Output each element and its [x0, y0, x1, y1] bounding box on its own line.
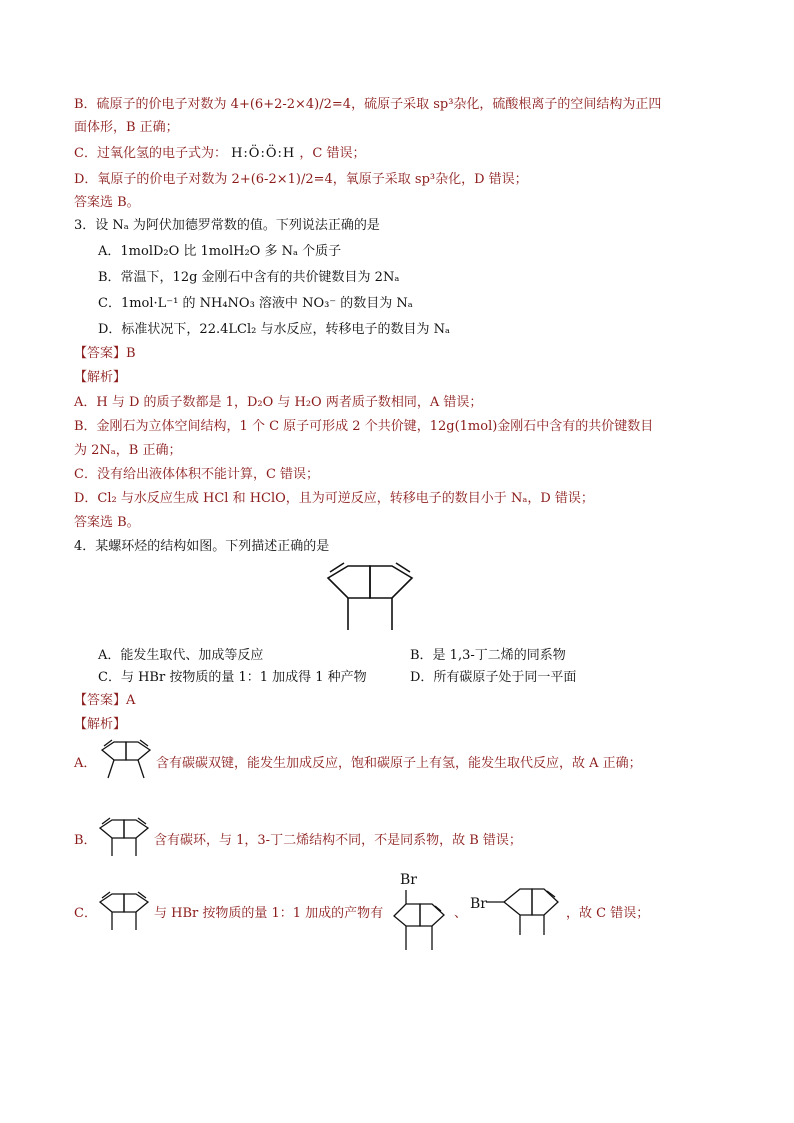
bromine-label-2: Br: [470, 896, 487, 912]
q4-analysis-c-separator: 、: [454, 906, 468, 921]
analysis-b-line1: B．硫原子的价电子对数为 4+(6+2-2×4)/2=4，硫原子采取 sp³杂化，硫酸根离子的空间结构为正四: [74, 97, 662, 112]
analysis-c-line: [74, 145, 365, 163]
analysis-b-line2: 面体形，B 正确；: [74, 120, 179, 135]
bromine-label-1: Br: [400, 872, 417, 888]
q4-analysis-label: 【解析】: [74, 717, 127, 732]
q3-analysis-b2: 为 2Nₐ，B 正确；: [74, 443, 182, 458]
q3-analysis-label: 【解析】: [74, 370, 127, 385]
q3-answer-conclusion: 答案选 B。: [74, 515, 140, 530]
q3-answer: 【答案】B: [74, 346, 136, 361]
analysis-d-line: D．氧原子的价电子对数为 2+(6-2×1)/2=4，氧原子采取 sp³杂化，D 错误；: [74, 172, 528, 187]
q4-analysis-b-text: 含有碳环，与 1，3-丁二烯结构不同，不是同系物，故 B 错误；: [154, 833, 522, 848]
spiro-small-figure-c: [94, 890, 154, 938]
q4-analysis-b-label: B．: [74, 833, 97, 848]
q3-option-c: C．1mol·L⁻¹ 的 NH₄NO₃ 溶液中 NO₃⁻ 的数目为 Nₐ: [98, 296, 413, 311]
analysis-c-suffix: ，C 错误；: [299, 146, 366, 161]
q4-option-a: A．能发生取代、加成等反应: [98, 648, 264, 663]
q3-option-a: A．1molD₂O 比 1molH₂O 多 Nₐ 个质子: [98, 244, 342, 259]
q3-option-d: D．标准状况下，22.4LCl₂ 与水反应，转移电子的数目为 Nₐ: [98, 322, 450, 337]
h2o2-electron-formula: H:Ö:Ö:H: [231, 146, 296, 161]
analysis-c-prefix: C．过氧化氢的电子式为：: [74, 146, 227, 161]
q4-analysis-a-label: A．: [74, 756, 97, 771]
q3-analysis-d: D．Cl₂ 与水反应生成 HCl 和 HClO，且为可逆反应，转移电子的数目小于 Nₐ，D 错误；: [74, 491, 594, 506]
hbr-product-1-figure: [388, 888, 448, 958]
q3-analysis-c: C．没有给出液体体积不能计算，C 错误；: [74, 467, 320, 482]
q4-option-b: B．是 1,3-丁二烯的同系物: [410, 648, 566, 663]
spiro-small-figure-b: [94, 816, 154, 864]
q4-option-c: C．与 HBr 按物质的量 1：1 加成得 1 种产物: [98, 670, 367, 685]
q4-analysis-a-text: 含有碳碳双键，能发生加成反应，饱和碳原子上有氢，能发生取代反应，故 A 正确；: [156, 756, 642, 771]
q4-analysis-c-end: ，故 C 错误；: [566, 906, 650, 921]
spiro-small-figure-a: [96, 738, 156, 786]
q4-analysis-c-label: C．: [74, 906, 97, 921]
hbr-product-2-figure: [486, 885, 566, 943]
q4-answer: 【答案】A: [74, 693, 136, 708]
q4-analysis-c-text: 与 HBr 按物质的量 1：1 加成的产物有: [154, 906, 384, 921]
q3-option-b: B．常温下，12g 金刚石中含有的共价键数目为 2Nₐ: [98, 270, 400, 285]
q3-analysis-a: A．H 与 D 的质子数都是 1，D₂O 与 H₂O 两者质子数相同，A 错误；: [74, 395, 483, 410]
q4-option-d: D．所有碳原子处于同一平面: [410, 670, 577, 685]
q4-stem: 4．某螺环烃的结构如图。下列描述正确的是: [74, 539, 330, 554]
q3-analysis-b1: B．金刚石为立体空间结构，1 个 C 原子可形成 2 个共价键，12g(1mol)金刚石中含有的共价键数目: [74, 419, 654, 434]
spiro-structure-figure: [320, 560, 420, 644]
answer-conclusion-2: 答案选 B。: [74, 195, 140, 210]
q3-stem: 3．设 Nₐ 为阿伏加德罗常数的值。下列说法正确的是: [74, 218, 380, 233]
